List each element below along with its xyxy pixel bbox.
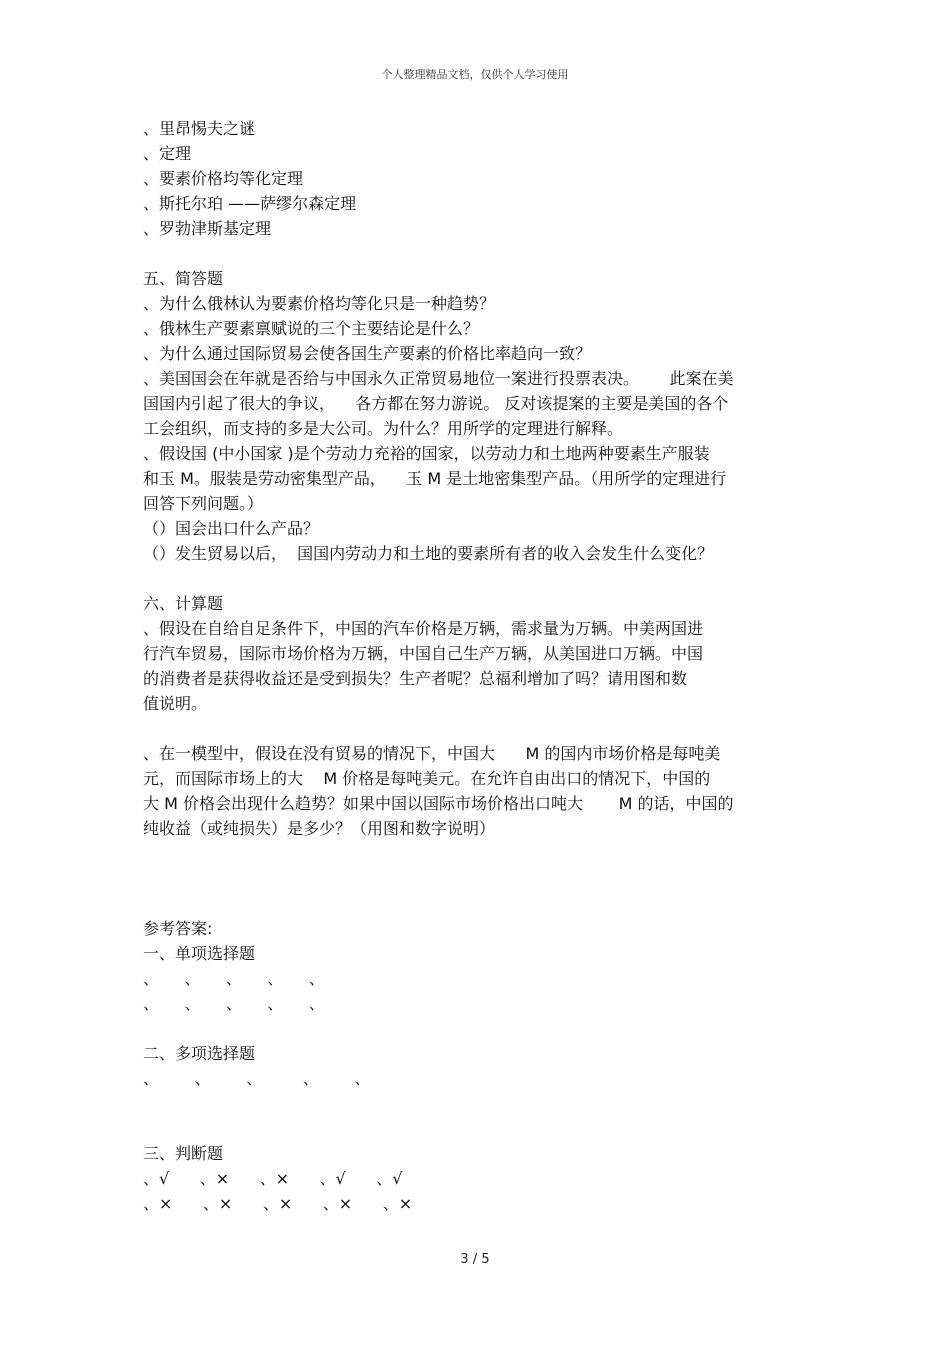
question-line: 工会组织，而支持的多是大公司。为什么？用所学的定理进行解释。 bbox=[143, 419, 624, 438]
question-line: 的消费者是获得收益还是受到损失？生产者呢？总福利增加了吗？请用图和数 bbox=[143, 669, 688, 688]
question-line: 元，而国际市场上的大 M 价格是每吨美元。在允许自由出口的情况下，中国的 bbox=[143, 769, 711, 788]
question-line: 、为什么俄林认为要素价格均等化只是一种趋势？ bbox=[143, 294, 496, 313]
list-item: 、里昂惕夫之谜 bbox=[143, 119, 256, 138]
question-line: 国国内引起了很大的争议， 各方都在努力游说。 反对该提案的主要是美国的各个 bbox=[143, 394, 729, 413]
list-item: 、定理 bbox=[143, 144, 192, 163]
answer-row: 、 、 、 、 、 bbox=[143, 1069, 371, 1088]
question-line: 和玉 M。服装是劳动密集型产品， 玉 M 是土地密集型产品。（用所学的定理进行 bbox=[143, 469, 727, 488]
question-line: 行汽车贸易，国际市场价格为万辆，中国自己生产万辆，从美国进口万辆。中国 bbox=[143, 644, 704, 663]
section-title: 二、多项选择题 bbox=[143, 1044, 256, 1063]
list-item: 、要素价格均等化定理 bbox=[143, 169, 304, 188]
question-line: 值说明。 bbox=[143, 694, 208, 713]
question-line: （）发生贸易以后， 国国内劳动力和土地的要素所有者的收入会发生什么变化？ bbox=[143, 544, 714, 563]
question-line: 、俄林生产要素禀赋说的三个主要结论是什么？ bbox=[143, 319, 480, 338]
section-title: 五、简答题 bbox=[143, 269, 224, 288]
question-line: 纯收益（或纯损失）是多少？（用图和数字说明） bbox=[143, 819, 496, 838]
section-title: 一、单项选择题 bbox=[143, 944, 256, 963]
page-header: 个人整理精品文档，仅供个人学习使用 bbox=[381, 68, 569, 81]
list-item: 、罗勃津斯基定理 bbox=[143, 219, 272, 238]
question-line: 大 M 价格会出现什么趋势？如果中国以国际市场价格出口吨大 M 的话，中国的 bbox=[143, 794, 734, 813]
question-line: （）国会出口什么产品？ bbox=[143, 519, 320, 538]
list-item: 、斯托尔珀 ——萨缪尔森定理 bbox=[143, 194, 357, 213]
answer-row: 、× 、× 、× 、× 、× bbox=[143, 1194, 413, 1213]
question-line: 、在一模型中，假设在没有贸易的情况下，中国大 M 的国内市场价格是每吨美 bbox=[143, 744, 721, 763]
question-line: 、美国国会在年就是否给与中国永久正常贸易地位一案进行投票表决。 此案在美 bbox=[143, 369, 734, 388]
section-title: 三、判断题 bbox=[143, 1144, 224, 1163]
answer-row: 、 、 、 、 、 bbox=[143, 969, 325, 988]
question-line: 、假设在自给自足条件下，中国的汽车价格是万辆，需求量为万辆。中美两国进 bbox=[143, 619, 704, 638]
answers-title: 参考答案: bbox=[143, 919, 213, 938]
section-title: 六、计算题 bbox=[143, 594, 224, 613]
question-line: 回答下列问题。） bbox=[143, 494, 264, 513]
answer-row: 、 、 、 、 、 bbox=[143, 994, 325, 1013]
document-body bbox=[143, 116, 823, 1216]
page-number: 3 / 5 bbox=[460, 1252, 490, 1267]
question-line: 、假设国 (中小国家 )是个劳动力充裕的国家，以劳动力和土地两种要素生产服装 bbox=[143, 444, 710, 463]
answer-row: 、√ 、× 、× 、√ 、√ bbox=[143, 1169, 403, 1188]
question-line: 、为什么通过国际贸易会使各国生产要素的价格比率趋向一致？ bbox=[143, 344, 592, 363]
